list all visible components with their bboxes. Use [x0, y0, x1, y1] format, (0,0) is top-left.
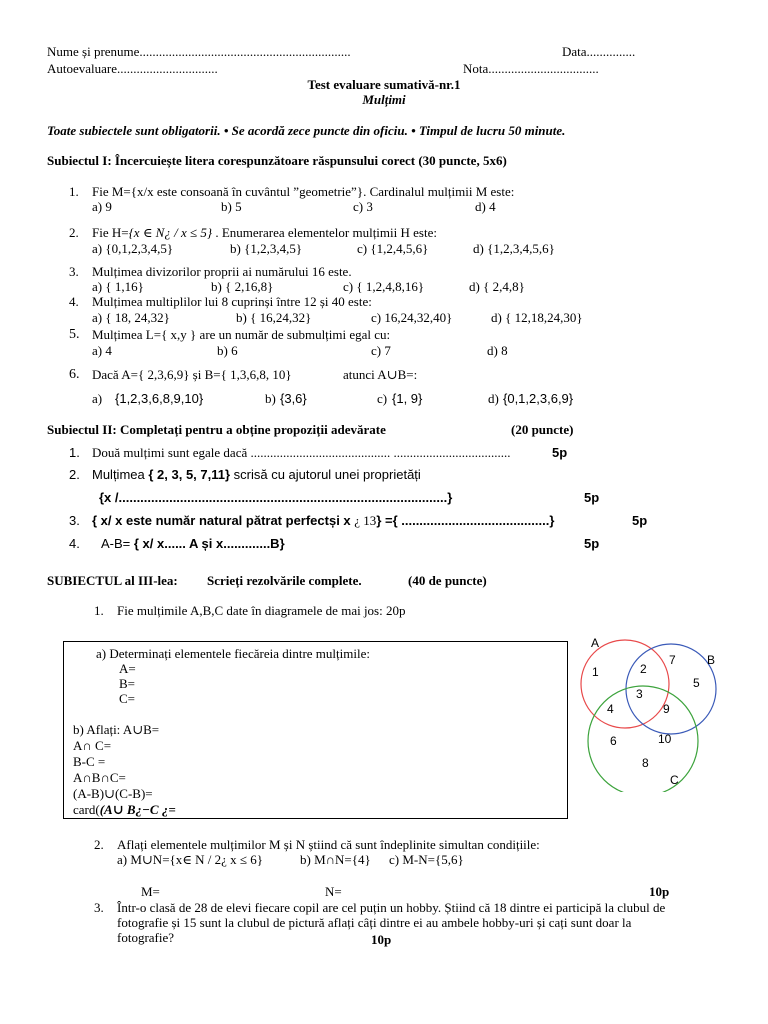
s3-item2-cond-c: c) M-N={5,6} — [389, 852, 464, 867]
s3-item2-number: 2. — [94, 837, 104, 852]
s3-item3-points: 10p — [371, 932, 392, 947]
s2-item4-number: 4. — [69, 536, 80, 551]
instructions: Toate subiectele sunt obligatorii. • Se acordă zece puncte din oficiu. • Timpul de lucru 50 minute. — [47, 123, 566, 138]
s3-item2-cond-a: a) M∪N={x∈ N / 2¿ x ≤ 6} — [117, 852, 264, 867]
page-subtitle: Mulțimi — [362, 92, 406, 107]
venn-number-8: 8 — [642, 756, 649, 770]
page-title: Test evaluare sumativă-nr.1 — [307, 77, 461, 92]
q6-option-b-letter: b) — [265, 391, 276, 406]
s3-item1-text: Fie mulțimile A,B,C date în diagramele de mai jos: 20p — [117, 603, 406, 618]
s2-item3-number: 3. — [69, 513, 80, 528]
box-b-label: b) Aflați: A∪B= — [73, 722, 160, 737]
s2-item4-points: 5p — [584, 536, 600, 551]
q6-option-a: {1,2,3,6,8,9,10} — [115, 391, 204, 406]
q6-option-b: {3,6} — [280, 391, 307, 406]
subject3-heading-mid: Scrieți rezolvările complete. — [207, 573, 362, 588]
q3-option-d: d) { 2,4,8} — [469, 279, 525, 294]
q1-option-b: b) 5 — [221, 199, 242, 214]
q2-option-b: b) {1,2,3,4,5} — [230, 241, 303, 256]
q6-option-d-letter: d) — [488, 391, 499, 406]
q2-text: Fie H={x ∈ N¿ / x ≤ 5} . Enumerarea elementelor mulțimii H este: — [92, 225, 437, 240]
q6-option-c: {1, 9} — [392, 391, 423, 406]
box-a-line-a: A= — [119, 661, 136, 676]
s3-item3-line3: fotografie? — [117, 930, 175, 945]
q3-text: Mulțimea divizorilor proprii ai numărului 16 este. — [92, 264, 352, 279]
q4-option-b: b) { 16,24,32} — [236, 310, 312, 325]
q1-option-c: c) 3 — [353, 199, 373, 214]
q6-option-d: {0,1,2,3,6,9} — [503, 391, 574, 406]
q5-option-d: d) 8 — [487, 343, 508, 358]
subject3-heading: SUBIECTUL al III-lea: — [47, 573, 178, 588]
box-a-line-b: B= — [119, 676, 136, 691]
q6-text-end: atunci A∪B=: — [343, 367, 418, 382]
subject3-points: (40 de puncte) — [408, 573, 487, 588]
venn-number-6: 6 — [610, 734, 617, 748]
venn-diagram — [579, 634, 739, 792]
q6-option-a-letter: a) — [92, 391, 103, 406]
s3-item2-points: 10p — [649, 884, 670, 899]
box-a-line-c: C= — [119, 691, 136, 706]
s3-item3-line1: Într-o clasă de 28 de elevi fiecare copil are cel puțin un hobby. Știind că 18 dintre ei participă la clubul de — [117, 900, 666, 915]
venn-number-5: 5 — [693, 676, 700, 690]
box-b-line-2: B-C = — [73, 754, 106, 769]
s2-item2-answer: {x /...........................................................................................} — [99, 490, 453, 505]
venn-number-1: 1 — [592, 665, 599, 679]
name-line: Nume și prenume................................................................. — [47, 44, 351, 59]
venn-label-b: B — [707, 653, 716, 667]
s3-item2-text: Aflați elementele mulțimilor M și N știind că sunt îndeplinite simultan condițiile: — [117, 837, 540, 852]
q4-text: Mulțimea multiplilor lui 8 cuprinși între 12 și 40 este: — [92, 294, 372, 309]
venn-number-9: 9 — [663, 702, 670, 716]
subject2-points: (20 puncte) — [511, 422, 574, 437]
q5-number: 5. — [69, 327, 80, 342]
s2-item2-number: 2. — [69, 467, 80, 482]
q2-option-c: c) {1,2,4,5,6} — [357, 241, 429, 256]
s2-item4-text: A-B= { x/ x...... A și x.............B} — [101, 536, 285, 551]
q1-text: Fie M={x/x este consoană în cuvântul ”geometrie”}. Cardinalul mulțimii M este: — [92, 184, 515, 199]
q3-option-b: b) { 2,16,8} — [211, 279, 274, 294]
venn-label-c: C — [670, 773, 679, 787]
q3-option-c: c) { 1,2,4,8,16} — [343, 279, 425, 294]
q4-number: 4. — [69, 294, 79, 309]
box-b-line-3: A∩B∩C= — [73, 770, 126, 785]
s2-item1-points: 5p — [552, 445, 568, 460]
s3-item2-m-label: M= — [141, 884, 160, 899]
q1-number: 1. — [69, 184, 79, 199]
s2-item2-text: Mulțimea { 2, 3, 5, 7,11} scrisă cu ajutorul unei proprietăți — [92, 467, 421, 482]
subject1-heading: Subiectul I: Încercuiește litera corespunzătoare răspunsului corect (30 puncte, 5x6) — [47, 153, 507, 168]
q4-option-d: d) { 12,18,24,30} — [491, 310, 583, 325]
q5-option-c: c) 7 — [371, 343, 391, 358]
q1-option-a: a) 9 — [92, 199, 112, 214]
q2-option-d: d) {1,2,3,4,5,6} — [473, 241, 555, 256]
s2-item3-text: { x/ x este număr natural pătrat perfectși x ¿ 13} ={ .........................................} — [92, 513, 555, 528]
q5-option-a: a) 4 — [92, 343, 112, 358]
q5-text: Mulțimea L={ x,y } are un număr de submulțimi egal cu: — [92, 327, 391, 342]
box-card-line: card((A∪ B¿−C ¿= — [73, 802, 176, 817]
s2-item1-text: Două mulțimi sunt egale dacă ........................................... .................................... — [92, 445, 511, 460]
q5-option-b: b) 6 — [217, 343, 238, 358]
s3-item3-line2: fotografie și 15 sunt la clubul de pictură aflați câți dintre ei au ambele hobby-uri și cați sunt doar la — [117, 915, 632, 930]
s3-item2-n-label: N= — [325, 884, 342, 899]
q3-number: 3. — [69, 264, 79, 279]
s3-item1-number: 1. — [94, 603, 104, 618]
q3-option-a: a) { 1,16} — [92, 279, 144, 294]
date-line: Data............... — [562, 44, 636, 59]
q4-option-c: c) 16,24,32,40} — [371, 310, 453, 325]
s2-item3-points: 5p — [632, 513, 648, 528]
venn-number-7: 7 — [669, 653, 676, 667]
q6-option-c-letter: c) — [377, 391, 388, 406]
venn-number-2: 2 — [640, 662, 647, 676]
q2-number: 2. — [69, 225, 79, 240]
venn-number-3: 3 — [636, 687, 643, 701]
s3-item2-cond-b: b) M∩N={4} — [300, 852, 371, 867]
q6-number: 6. — [69, 367, 80, 382]
q4-option-a: a) { 18, 24,32} — [92, 310, 170, 325]
q2-option-a: a) {0,1,2,3,4,5} — [92, 241, 174, 256]
s2-item2-points: 5p — [584, 490, 600, 505]
q2-math: {x ∈ N¿ / x ≤ 5} — [128, 225, 213, 240]
s3-item3-number: 3. — [94, 900, 104, 915]
box-b-line-1: A∩ C= — [73, 738, 112, 753]
q1-option-d: d) 4 — [475, 199, 496, 214]
subject2-heading: Subiectul II: Completați pentru a obține propoziții adevărate — [47, 422, 386, 437]
venn-number-4: 4 — [607, 702, 614, 716]
grade-line: Nota.................................. — [463, 61, 599, 76]
q6-text-start: Dacă A={ 2,3,6,9} și B={ 1,3,6,8, 10} — [92, 367, 292, 382]
self-eval-line: Autoevaluare............................... — [47, 61, 218, 76]
venn-circle-c — [588, 686, 698, 792]
box-b-line-4: (A-B)∪(C-B)= — [73, 786, 153, 801]
s2-item1-number: 1. — [69, 445, 80, 460]
venn-number-10: 10 — [658, 732, 672, 746]
venn-label-a: A — [591, 636, 600, 650]
box-a-label: a) Determinați elementele fiecăreia dintre mulțimile: — [96, 646, 370, 661]
